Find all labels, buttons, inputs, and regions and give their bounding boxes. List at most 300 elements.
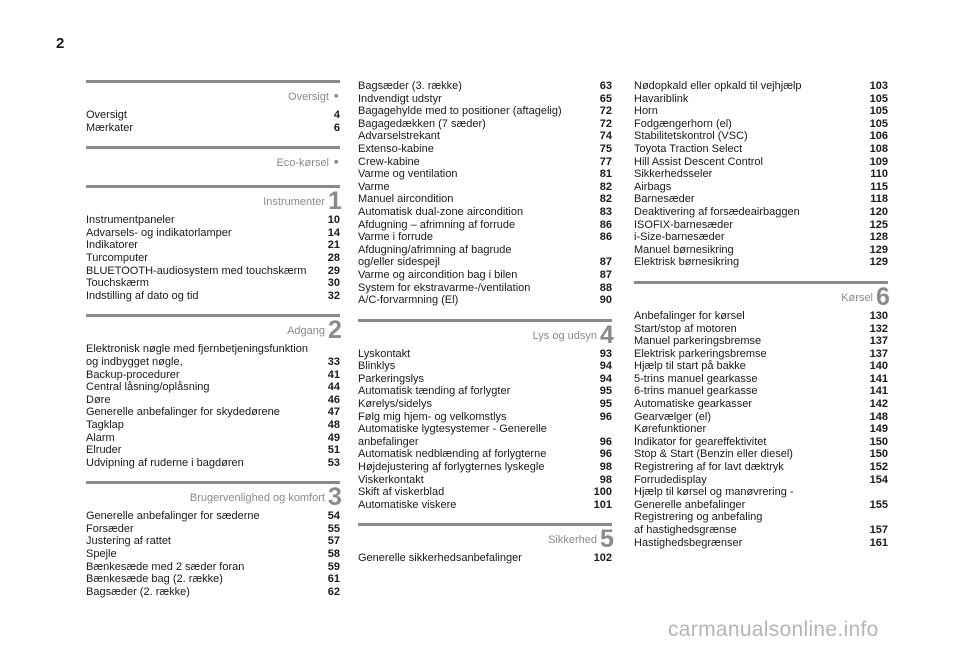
toc-entry-page: 81 xyxy=(599,168,612,181)
toc-entry-page: 14 xyxy=(327,226,340,239)
toc-entry-page: 148 xyxy=(869,410,888,423)
toc-entry-page: 61 xyxy=(327,573,340,586)
toc-entry[interactable] xyxy=(358,423,612,436)
toc-entry-label: Lyskontakt xyxy=(358,347,411,360)
toc-entry-label: Afdugning – afrimning af forrude xyxy=(358,218,516,231)
toc-entry[interactable] xyxy=(634,537,888,550)
toc-entry-label: Varme xyxy=(358,180,390,193)
toc-entry[interactable] xyxy=(86,573,340,586)
section-number: 4 xyxy=(600,320,614,349)
toc-entry[interactable] xyxy=(634,193,888,206)
toc-entry-label: Bænkesæde bag (2. række) xyxy=(86,573,223,586)
section-title: Eco-kørsel xyxy=(276,157,329,170)
toc-entry[interactable] xyxy=(358,193,612,206)
toc-entry-page: 30 xyxy=(327,277,340,290)
toc-entry-label: Indvendigt udstyr xyxy=(358,92,442,105)
toc-entry-label: Toyota Traction Select xyxy=(634,142,743,155)
toc-entry-label: Stop & Start (Benzin eller diesel) xyxy=(634,448,793,461)
toc-entry-label: anbefalinger xyxy=(358,435,419,448)
section-title-row xyxy=(358,320,614,349)
toc-entry-page: 88 xyxy=(599,281,612,294)
toc-entry-page: 132 xyxy=(869,322,888,335)
toc-entry[interactable] xyxy=(634,486,888,499)
toc-entry-page: 96 xyxy=(599,448,612,461)
toc-entry-page: 33 xyxy=(327,355,340,368)
toc-entry[interactable] xyxy=(634,219,888,232)
toc-entry[interactable] xyxy=(634,168,888,181)
toc-entry[interactable] xyxy=(634,80,888,93)
toc-entry[interactable] xyxy=(634,499,888,512)
toc-entry[interactable] xyxy=(86,432,340,445)
toc-entry-label: Spejle xyxy=(86,548,117,561)
toc-entry-page: 120 xyxy=(869,205,888,218)
toc-entry-page: 87 xyxy=(599,256,612,269)
toc-entry-label: Afdugning/afrimning af bagrude xyxy=(358,243,512,256)
section-number: 3 xyxy=(328,483,342,512)
toc-entry[interactable] xyxy=(358,269,612,282)
toc-column-2 xyxy=(358,80,612,565)
toc-entry-page: 142 xyxy=(869,398,888,411)
toc-entry[interactable] xyxy=(634,448,888,461)
toc-entry-page: 106 xyxy=(869,130,888,143)
toc-entry-label: Extenso-kabine xyxy=(358,142,434,155)
toc-entry-label: Bagagedækken (7 sæder) xyxy=(358,117,486,130)
toc-entry[interactable] xyxy=(358,105,612,118)
toc-entry-label: Crew-kabine xyxy=(358,155,420,168)
toc-entry-page: 125 xyxy=(869,218,888,231)
toc-entry[interactable] xyxy=(358,474,612,487)
toc-entry[interactable] xyxy=(358,156,612,169)
toc-entry[interactable] xyxy=(358,244,612,257)
toc-entry-page: 10 xyxy=(327,214,340,227)
toc-entry-label: Indikatorer xyxy=(86,239,138,252)
section-entries xyxy=(358,80,612,307)
toc-entry-page: 47 xyxy=(327,406,340,419)
toc-entry-label: Deaktivering af forsædeairbaggen xyxy=(634,205,800,218)
toc-entry-page: 72 xyxy=(599,117,612,130)
toc-entry-page: 49 xyxy=(327,431,340,444)
watermark: carmanualsonline.info xyxy=(668,618,879,641)
toc-entry-label: Varme i forrude xyxy=(358,231,433,244)
section-entries xyxy=(86,343,340,469)
section-entries xyxy=(86,214,340,302)
toc-entry[interactable] xyxy=(358,80,612,93)
toc-entry[interactable] xyxy=(358,231,612,244)
toc-entry-label: Instrumentpaneler xyxy=(86,214,175,227)
toc-entry-page: 4 xyxy=(333,109,340,121)
toc-entry-label: Generelle anbefalinger xyxy=(634,498,746,511)
toc-entry-page: 128 xyxy=(869,231,888,244)
toc-entry[interactable] xyxy=(86,265,340,278)
toc-entry[interactable] xyxy=(358,486,612,499)
toc-entry[interactable] xyxy=(634,130,888,143)
toc-entry-label: Generelle anbefalinger for skydedørene xyxy=(86,406,280,419)
toc-entry[interactable] xyxy=(634,206,888,219)
toc-entry-label: Sikkerhedsseler xyxy=(634,168,713,181)
toc-entry[interactable] xyxy=(86,239,340,252)
toc-entry-label: Manuel børnesikring xyxy=(634,243,734,256)
toc-entry[interactable] xyxy=(358,499,612,512)
toc-entry-page: 96 xyxy=(599,435,612,448)
toc-entry-label: Elektronisk nøgle med fjernbetjeningsfunktion xyxy=(86,343,308,356)
toc-entry-label: Automatiske gearkasser xyxy=(634,398,752,411)
toc-entry-label: i-Size-barnesæder xyxy=(634,231,725,244)
section-title-row xyxy=(86,187,342,216)
toc-entry-label: Bænkesæde med 2 sæder foran xyxy=(86,560,245,573)
toc-entry-page: 86 xyxy=(599,231,612,244)
toc-entry[interactable] xyxy=(358,360,612,373)
section-header xyxy=(86,146,340,173)
toc-entry-page: 129 xyxy=(869,256,888,269)
toc-entry[interactable] xyxy=(86,122,340,135)
toc-entry-label: Automatiske viskere xyxy=(358,498,457,511)
toc-entry[interactable] xyxy=(86,444,340,457)
toc-entry-page: 46 xyxy=(327,393,340,406)
section-header xyxy=(86,80,340,107)
section-title-row xyxy=(86,149,340,173)
section-bullet-icon: ■ xyxy=(334,159,339,167)
toc-entry-page: 82 xyxy=(599,180,612,193)
toc-entry[interactable] xyxy=(86,561,340,574)
toc-entry-label: Elektrisk parkeringsbremse xyxy=(634,347,767,360)
toc-entry[interactable] xyxy=(634,156,888,169)
toc-entry-page: 137 xyxy=(869,335,888,348)
toc-entry[interactable] xyxy=(358,373,612,386)
toc-entry-page: 75 xyxy=(599,142,612,155)
toc-entry-label: Havariblink xyxy=(634,92,689,105)
toc-entry-page: 96 xyxy=(599,410,612,423)
toc-entry[interactable] xyxy=(358,118,612,131)
toc-entry[interactable] xyxy=(634,423,888,436)
toc-entry-page: 137 xyxy=(869,347,888,360)
toc-entry-label: Højdejustering af forlygternes lyskegle xyxy=(358,461,545,474)
toc-entry[interactable] xyxy=(358,256,612,269)
section-title-row xyxy=(86,316,342,345)
toc-entry-page: 105 xyxy=(869,105,888,118)
toc-entry-label: Varme og ventilation xyxy=(358,168,458,181)
toc-entry-page: 118 xyxy=(870,193,888,206)
toc-entry[interactable] xyxy=(634,385,888,398)
section-number: 1 xyxy=(328,187,342,216)
toc-entry[interactable] xyxy=(358,181,612,194)
toc-entry-label: Generelle anbefalinger for sæderne xyxy=(86,510,260,523)
toc-entry-page: 100 xyxy=(593,486,612,499)
toc-entry[interactable] xyxy=(86,252,340,265)
toc-entry-page: 6 xyxy=(333,121,340,134)
toc-entry[interactable] xyxy=(86,406,340,419)
section-number: 6 xyxy=(876,282,890,311)
toc-entry-page: 21 xyxy=(327,239,340,252)
toc-entry[interactable] xyxy=(634,335,888,348)
toc-entry-label: Touchskærm xyxy=(86,277,149,290)
toc-entry-label: Hjælp til kørsel og manøvrering - xyxy=(634,486,794,499)
toc-entry[interactable] xyxy=(634,436,888,449)
toc-entry[interactable] xyxy=(86,535,340,548)
toc-entry-page: 98 xyxy=(599,473,612,486)
toc-entry[interactable] xyxy=(634,461,888,474)
toc-entry-page: 90 xyxy=(599,294,612,307)
toc-entry-label: Indstilling af dato og tid xyxy=(86,289,199,302)
toc-entry-page: 108 xyxy=(869,142,888,155)
toc-entry-page: 161 xyxy=(869,536,888,549)
toc-entry[interactable] xyxy=(634,474,888,487)
toc-entry-label: Generelle sikkerhedsanbefalinger xyxy=(358,552,522,565)
toc-entry-page: 105 xyxy=(869,117,888,130)
toc-entry-label: Varme og aircondition bag i bilen xyxy=(358,268,518,281)
toc-entry[interactable] xyxy=(358,168,612,181)
section-bullet-icon: ■ xyxy=(334,93,339,100)
toc-entry[interactable] xyxy=(86,369,340,382)
toc-entry-label: Bagsæder (2. række) xyxy=(86,585,190,598)
toc-entry-page: 29 xyxy=(327,264,340,277)
toc-entry[interactable] xyxy=(358,348,612,361)
toc-entry[interactable] xyxy=(86,523,340,536)
toc-entry-label: Horn xyxy=(634,105,658,118)
toc-entry[interactable] xyxy=(86,356,340,369)
toc-entry[interactable] xyxy=(358,448,612,461)
toc-entry-label: Turcomputer xyxy=(86,251,148,264)
toc-entry[interactable] xyxy=(634,256,888,269)
toc-entry-page: 82 xyxy=(599,193,612,206)
section-title: Instrumenter xyxy=(263,196,325,209)
toc-entry[interactable] xyxy=(358,93,612,106)
section-title-row xyxy=(86,483,342,512)
toc-entry-label: Automatisk tænding af forlygter xyxy=(358,385,511,398)
toc-entry[interactable] xyxy=(634,398,888,411)
toc-entry-page: 87 xyxy=(599,268,612,281)
toc-entry[interactable] xyxy=(634,348,888,361)
toc-entry-page: 141 xyxy=(869,372,888,385)
toc-entry[interactable] xyxy=(634,524,888,537)
toc-entry-page: 83 xyxy=(599,205,612,218)
toc-entry[interactable] xyxy=(86,510,340,523)
section-entries xyxy=(634,80,888,269)
toc-entry-page: 109 xyxy=(869,155,888,168)
toc-entry-page: 53 xyxy=(327,456,340,469)
toc-entry-label: Elektrisk børnesikring xyxy=(634,256,740,269)
toc-entry[interactable] xyxy=(634,143,888,156)
toc-entry-label: Central låsning/oplåsning xyxy=(86,381,210,394)
section-title: Oversigt xyxy=(288,91,329,103)
toc-entry-label: ISOFIX-barnesæder xyxy=(634,218,734,231)
toc-entry[interactable] xyxy=(358,411,612,424)
toc-entry[interactable] xyxy=(86,548,340,561)
toc-entry-label: Automatisk nedblænding af forlygterne xyxy=(358,448,547,461)
toc-entry-label: Bagsæder (3. række) xyxy=(358,80,462,92)
toc-entry-label: Registrering af for lavt dæktryk xyxy=(634,461,784,474)
toc-entry-label: Tagklap xyxy=(86,418,124,431)
toc-entry-label: 6-trins manuel gearkasse xyxy=(634,385,758,398)
toc-entry[interactable] xyxy=(634,310,888,323)
toc-entry[interactable] xyxy=(634,231,888,244)
toc-entry[interactable] xyxy=(86,290,340,303)
toc-entry-page: 101 xyxy=(593,498,612,511)
toc-entry-page: 150 xyxy=(869,448,888,461)
toc-entry-page: 110 xyxy=(870,168,888,181)
section-number: 5 xyxy=(600,525,614,554)
toc-entry-label: Justering af rattet xyxy=(86,535,171,548)
section-title: Sikkerhed xyxy=(548,534,597,547)
section-title-row xyxy=(358,525,614,554)
toc-entry-page: 105 xyxy=(869,92,888,105)
section-header xyxy=(86,481,342,512)
toc-entry-page: 44 xyxy=(327,381,340,394)
toc-entry-page: 77 xyxy=(599,155,612,168)
toc-entry-label: Forsæder xyxy=(86,522,134,535)
toc-entry[interactable] xyxy=(358,398,612,411)
toc-entry-label: Manuel parkeringsbremse xyxy=(634,335,762,348)
toc-entry-page: 58 xyxy=(327,548,340,561)
toc-entry-label: Kørefunktioner xyxy=(634,423,707,436)
toc-entry[interactable] xyxy=(634,118,888,131)
toc-entry[interactable] xyxy=(86,214,340,227)
toc-entry[interactable] xyxy=(358,552,612,565)
toc-entry-label: Automatisk dual-zone aircondition xyxy=(358,205,524,218)
page-number: 2 xyxy=(56,35,65,52)
toc-entry[interactable] xyxy=(358,385,612,398)
toc-entry-page: 103 xyxy=(869,80,888,92)
toc-entry-label: Alarm xyxy=(86,431,115,444)
toc-entry-page: 102 xyxy=(593,552,612,565)
toc-entry-label: Airbags xyxy=(634,180,672,193)
toc-entry-label: Advarsels- og indikatorlamper xyxy=(86,226,232,239)
toc-entry-page: 63 xyxy=(599,80,612,92)
toc-entry-page: 130 xyxy=(869,309,888,322)
toc-entry-page: 157 xyxy=(869,524,888,536)
toc-entry-label: Kørelys/sidelys xyxy=(358,398,432,411)
toc-entry-page: 150 xyxy=(869,435,888,448)
toc-entry-label: og/eller sidespejl xyxy=(358,256,440,269)
toc-entry-page: 55 xyxy=(327,522,340,535)
toc-entry-label: Hjælp til start på bakke xyxy=(634,360,746,373)
toc-entry-label: Gearvælger (el) xyxy=(634,410,712,423)
toc-entry[interactable] xyxy=(358,130,612,143)
toc-entry-page: 57 xyxy=(327,535,340,548)
section-header xyxy=(86,314,342,345)
toc-entry-label: Parkeringslys xyxy=(358,372,425,385)
toc-entry[interactable] xyxy=(86,277,340,290)
toc-entry-page: 72 xyxy=(599,105,612,118)
toc-entry-page: 51 xyxy=(327,444,340,457)
toc-entry-label: Nødopkald eller opkald til vejhjælp xyxy=(634,80,802,92)
toc-entry-page: 65 xyxy=(599,92,612,105)
toc-entry-page: 94 xyxy=(599,360,612,373)
toc-entry[interactable] xyxy=(634,360,888,373)
toc-entry[interactable] xyxy=(634,373,888,386)
toc-entry-page: 74 xyxy=(599,130,612,143)
toc-entry-page: 140 xyxy=(869,360,888,373)
toc-entry-page: 94 xyxy=(599,372,612,385)
toc-entry-label: Hill Assist Descent Control xyxy=(634,155,763,168)
toc-entry[interactable] xyxy=(634,244,888,257)
toc-entry[interactable] xyxy=(86,381,340,394)
toc-entry[interactable] xyxy=(634,181,888,194)
toc-entry[interactable] xyxy=(86,586,340,599)
toc-entry-page: 141 xyxy=(869,385,888,398)
toc-entry-label: Barnesæder xyxy=(634,193,695,206)
toc-entry-label: Elruder xyxy=(86,444,122,457)
toc-entry-label: BLUETOOTH-audiosystem med touchskærm xyxy=(86,264,307,277)
toc-entry-label: System for ekstravarme-/ventilation xyxy=(358,281,531,294)
toc-entry-page: 115 xyxy=(870,180,888,193)
toc-entry-label: 5-trins manuel gearkasse xyxy=(634,372,758,385)
section-entries xyxy=(86,510,340,598)
toc-entry[interactable] xyxy=(634,511,888,524)
toc-entry-label: Følg mig hjem- og velkomstlys xyxy=(358,410,507,423)
toc-entry-page: 86 xyxy=(599,218,612,231)
toc-entry[interactable] xyxy=(86,109,340,122)
section-title: Lys og udsyn xyxy=(532,329,597,342)
toc-entry[interactable] xyxy=(358,436,612,449)
toc-entry[interactable] xyxy=(634,93,888,106)
toc-entry-label: Blinklys xyxy=(358,360,396,373)
toc-entry-page: 93 xyxy=(599,347,612,360)
toc-entry[interactable] xyxy=(358,461,612,474)
toc-entry[interactable] xyxy=(358,206,612,219)
toc-entry[interactable] xyxy=(358,282,612,295)
toc-entry-page: 95 xyxy=(599,385,612,398)
toc-entry[interactable] xyxy=(358,219,612,232)
section-header xyxy=(86,185,342,216)
section-title: Kørsel xyxy=(841,291,873,304)
toc-entry-page: 41 xyxy=(327,368,340,381)
toc-entry-label: Mærkater xyxy=(86,121,134,134)
toc-entry-page: 98 xyxy=(599,461,612,474)
toc-entry-label: Forrudedisplay xyxy=(634,473,707,486)
toc-entry[interactable] xyxy=(86,419,340,432)
toc-entry-label: Stabilitetskontrol (VSC) xyxy=(634,130,748,143)
toc-entry-label: Fodgængerhorn (el) xyxy=(634,117,732,130)
toc-entry[interactable] xyxy=(86,343,340,356)
section-title-row xyxy=(634,282,890,311)
toc-entry-page: 152 xyxy=(869,461,888,474)
section-entries xyxy=(86,109,340,134)
toc-entry-page: 32 xyxy=(327,289,340,302)
toc-entry-label: Advarselstrekant xyxy=(358,130,440,143)
toc-entry-page: 129 xyxy=(869,243,888,256)
toc-entry[interactable] xyxy=(358,294,612,307)
toc-entry-label: Hastighedsbegrænser xyxy=(634,536,743,549)
toc-entry-label: Anbefalinger for kørsel xyxy=(634,309,745,322)
toc-entry-page: 95 xyxy=(599,398,612,411)
toc-column-3 xyxy=(634,80,888,549)
toc-entry-page: 59 xyxy=(327,560,340,573)
toc-entry-label: Start/stop af motoren xyxy=(634,322,737,335)
toc-entry-page: 62 xyxy=(327,585,340,598)
toc-entry-label: Skift af viskerblad xyxy=(358,486,445,499)
toc-entry[interactable] xyxy=(634,411,888,424)
toc-entry[interactable] xyxy=(634,323,888,336)
section-entries xyxy=(358,348,612,512)
toc-entry-label: Døre xyxy=(86,393,111,406)
toc-entry[interactable] xyxy=(358,143,612,156)
toc-entry-label: Manuel aircondition xyxy=(358,193,454,206)
toc-entry[interactable] xyxy=(86,394,340,407)
toc-entry[interactable] xyxy=(634,105,888,118)
section-header xyxy=(634,281,890,311)
toc-entry-page: 48 xyxy=(327,418,340,431)
toc-column-1 xyxy=(86,80,340,598)
section-entries xyxy=(634,310,888,549)
toc-entry[interactable] xyxy=(86,457,340,470)
toc-entry-page: 54 xyxy=(327,510,340,523)
toc-entry-page: 28 xyxy=(327,251,340,264)
section-title: Adgang xyxy=(287,325,325,338)
toc-entry[interactable] xyxy=(86,227,340,240)
toc-entry-label: A/C-forvarmning (El) xyxy=(358,294,459,307)
toc-entry-label: Automatiske lygtesystemer - Generelle xyxy=(358,423,547,436)
section-number: 2 xyxy=(328,316,342,345)
